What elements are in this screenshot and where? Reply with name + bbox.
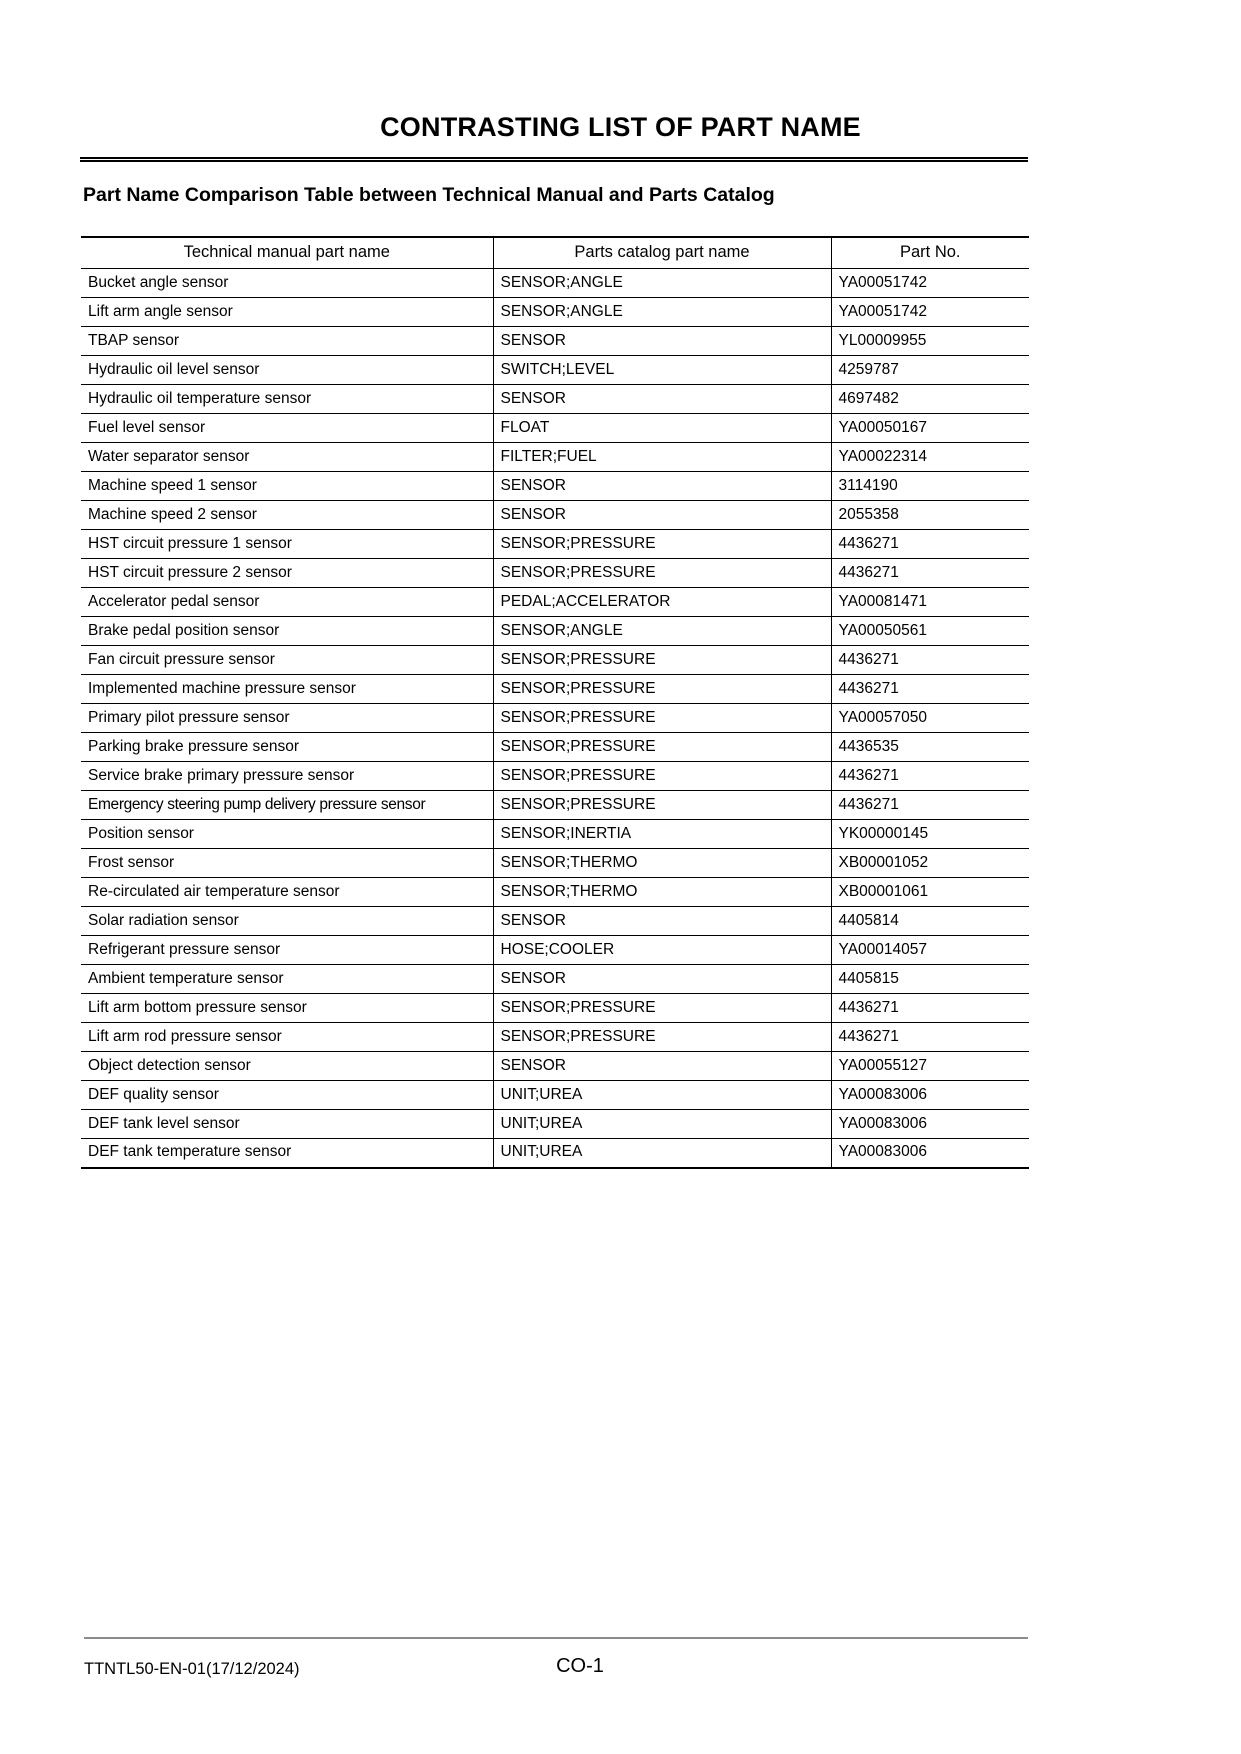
table-body xyxy=(81,269,1029,1168)
cell-parts-catalog-part-name: SENSOR xyxy=(493,472,831,501)
table-row xyxy=(81,269,1029,298)
cell-parts-catalog-part-name: SENSOR xyxy=(493,907,831,936)
cell-parts-catalog-part-name: SENSOR;PRESSURE xyxy=(493,646,831,675)
table-row xyxy=(81,936,1029,965)
cell-parts-catalog-part-name: SENSOR;ANGLE xyxy=(493,298,831,327)
cell-parts-catalog-part-name: SENSOR;PRESSURE xyxy=(493,1023,831,1052)
table-row xyxy=(81,849,1029,878)
cell-technical-manual-part-name: Fan circuit pressure sensor xyxy=(81,646,493,675)
footer-document-code: TTNTL50-EN-01(17/12/2024) xyxy=(84,1660,300,1678)
column-header-technical-manual-part-name: Technical manual part name xyxy=(81,237,493,269)
cell-part-no: 4436535 xyxy=(831,733,1029,762)
cell-parts-catalog-part-name: SENSOR;THERMO xyxy=(493,849,831,878)
cell-part-no: 4697482 xyxy=(831,385,1029,414)
table-row xyxy=(81,1023,1029,1052)
cell-part-no: YA00057050 xyxy=(831,704,1029,733)
cell-parts-catalog-part-name: HOSE;COOLER xyxy=(493,936,831,965)
cell-technical-manual-part-name: Frost sensor xyxy=(81,849,493,878)
cell-parts-catalog-part-name: SENSOR xyxy=(493,501,831,530)
table-row xyxy=(81,704,1029,733)
cell-technical-manual-part-name: HST circuit pressure 2 sensor xyxy=(81,559,493,588)
cell-technical-manual-part-name: HST circuit pressure 1 sensor xyxy=(81,530,493,559)
cell-parts-catalog-part-name: SENSOR xyxy=(493,1052,831,1081)
cell-technical-manual-part-name: Bucket angle sensor xyxy=(81,269,493,298)
cell-part-no: YA00050561 xyxy=(831,617,1029,646)
table-row xyxy=(81,733,1029,762)
footer-divider xyxy=(84,1637,1028,1639)
cell-technical-manual-part-name: Accelerator pedal sensor xyxy=(81,588,493,617)
cell-technical-manual-part-name: Primary pilot pressure sensor xyxy=(81,704,493,733)
table-row xyxy=(81,1052,1029,1081)
cell-technical-manual-part-name: Position sensor xyxy=(81,820,493,849)
table-row xyxy=(81,878,1029,907)
cell-technical-manual-part-name: Object detection sensor xyxy=(81,1052,493,1081)
table-row xyxy=(81,414,1029,443)
table-row xyxy=(81,588,1029,617)
cell-technical-manual-part-name: DEF tank level sensor xyxy=(81,1110,493,1139)
cell-parts-catalog-part-name: SENSOR;PRESSURE xyxy=(493,559,831,588)
cell-part-no: 4436271 xyxy=(831,994,1029,1023)
cell-parts-catalog-part-name: UNIT;UREA xyxy=(493,1110,831,1139)
cell-parts-catalog-part-name: SENSOR;PRESSURE xyxy=(493,762,831,791)
table-row xyxy=(81,1110,1029,1139)
cell-part-no: YA00083006 xyxy=(831,1081,1029,1110)
table-row xyxy=(81,298,1029,327)
cell-parts-catalog-part-name: SENSOR xyxy=(493,385,831,414)
table-row xyxy=(81,820,1029,849)
cell-part-no: YL00009955 xyxy=(831,327,1029,356)
cell-technical-manual-part-name: Lift arm angle sensor xyxy=(81,298,493,327)
cell-parts-catalog-part-name: SENSOR;INERTIA xyxy=(493,820,831,849)
cell-parts-catalog-part-name: SENSOR;PRESSURE xyxy=(493,733,831,762)
cell-part-no: YA00081471 xyxy=(831,588,1029,617)
cell-part-no: YA00022314 xyxy=(831,443,1029,472)
table-row xyxy=(81,530,1029,559)
cell-technical-manual-part-name: Lift arm bottom pressure sensor xyxy=(81,994,493,1023)
table-row xyxy=(81,1139,1029,1168)
table-row xyxy=(81,994,1029,1023)
page-title: CONTRASTING LIST OF PART NAME xyxy=(380,112,861,142)
cell-parts-catalog-part-name: SENSOR;ANGLE xyxy=(493,269,831,298)
cell-parts-catalog-part-name: SENSOR;PRESSURE xyxy=(493,530,831,559)
cell-technical-manual-part-name: Refrigerant pressure sensor xyxy=(81,936,493,965)
cell-part-no: 4405814 xyxy=(831,907,1029,936)
cell-part-no: YA00050167 xyxy=(831,414,1029,443)
table-row xyxy=(81,443,1029,472)
cell-parts-catalog-part-name: FILTER;FUEL xyxy=(493,443,831,472)
cell-technical-manual-part-name: Re-circulated air temperature sensor xyxy=(81,878,493,907)
cell-part-no: 4436271 xyxy=(831,646,1029,675)
section-subtitle: Part Name Comparison Table between Technical Manual and Parts Catalog xyxy=(83,184,775,206)
title-divider xyxy=(80,157,1028,162)
cell-part-no: YA00051742 xyxy=(831,269,1029,298)
cell-technical-manual-part-name: Brake pedal position sensor xyxy=(81,617,493,646)
column-header-part-no: Part No. xyxy=(831,237,1029,269)
cell-parts-catalog-part-name: SENSOR xyxy=(493,965,831,994)
column-header-parts-catalog-part-name: Parts catalog part name xyxy=(493,237,831,269)
table-row xyxy=(81,472,1029,501)
table-row xyxy=(81,501,1029,530)
cell-part-no: 4436271 xyxy=(831,791,1029,820)
cell-part-no: YK00000145 xyxy=(831,820,1029,849)
cell-technical-manual-part-name: Lift arm rod pressure sensor xyxy=(81,1023,493,1052)
cell-parts-catalog-part-name: UNIT;UREA xyxy=(493,1139,831,1168)
cell-part-no: 4436271 xyxy=(831,675,1029,704)
cell-technical-manual-part-name: Emergency steering pump delivery pressure sensor xyxy=(81,791,493,820)
cell-part-no: YA00014057 xyxy=(831,936,1029,965)
cell-parts-catalog-part-name: SENSOR;PRESSURE xyxy=(493,994,831,1023)
cell-part-no: YA00055127 xyxy=(831,1052,1029,1081)
cell-part-no: 4436271 xyxy=(831,530,1029,559)
cell-parts-catalog-part-name: PEDAL;ACCELERATOR xyxy=(493,588,831,617)
cell-parts-catalog-part-name: UNIT;UREA xyxy=(493,1081,831,1110)
table-header-row xyxy=(81,237,1029,269)
cell-parts-catalog-part-name: SENSOR;ANGLE xyxy=(493,617,831,646)
cell-technical-manual-part-name: TBAP sensor xyxy=(81,327,493,356)
table-row xyxy=(81,1081,1029,1110)
cell-part-no: YA00083006 xyxy=(831,1139,1029,1168)
cell-part-no: YA00083006 xyxy=(831,1110,1029,1139)
cell-part-no: 4436271 xyxy=(831,559,1029,588)
table-row xyxy=(81,617,1029,646)
cell-parts-catalog-part-name: SENSOR;PRESSURE xyxy=(493,791,831,820)
cell-parts-catalog-part-name: SWITCH;LEVEL xyxy=(493,356,831,385)
cell-technical-manual-part-name: Implemented machine pressure sensor xyxy=(81,675,493,704)
table-row xyxy=(81,356,1029,385)
table-row xyxy=(81,385,1029,414)
cell-part-no: XB00001061 xyxy=(831,878,1029,907)
cell-technical-manual-part-name: Machine speed 2 sensor xyxy=(81,501,493,530)
cell-part-no: 4405815 xyxy=(831,965,1029,994)
table-row xyxy=(81,762,1029,791)
cell-part-no: XB00001052 xyxy=(831,849,1029,878)
cell-parts-catalog-part-name: SENSOR;PRESSURE xyxy=(493,675,831,704)
table-row xyxy=(81,646,1029,675)
cell-part-no: YA00051742 xyxy=(831,298,1029,327)
cell-part-no: 3114190 xyxy=(831,472,1029,501)
table-row xyxy=(81,791,1029,820)
cell-part-no: 4436271 xyxy=(831,762,1029,791)
cell-technical-manual-part-name: Ambient temperature sensor xyxy=(81,965,493,994)
cell-technical-manual-part-name: Machine speed 1 sensor xyxy=(81,472,493,501)
cell-technical-manual-part-name: Water separator sensor xyxy=(81,443,493,472)
table-row xyxy=(81,965,1029,994)
cell-part-no: 4436271 xyxy=(831,1023,1029,1052)
cell-parts-catalog-part-name: SENSOR;THERMO xyxy=(493,878,831,907)
cell-technical-manual-part-name: DEF quality sensor xyxy=(81,1081,493,1110)
table-row xyxy=(81,907,1029,936)
cell-technical-manual-part-name: Hydraulic oil level sensor xyxy=(81,356,493,385)
table-row xyxy=(81,675,1029,704)
cell-technical-manual-part-name: DEF tank temperature sensor xyxy=(81,1139,493,1168)
cell-part-no: 2055358 xyxy=(831,501,1029,530)
cell-technical-manual-part-name: Solar radiation sensor xyxy=(81,907,493,936)
cell-technical-manual-part-name: Hydraulic oil temperature sensor xyxy=(81,385,493,414)
table-header xyxy=(81,237,1029,269)
parts-comparison-table xyxy=(81,236,1029,1169)
cell-technical-manual-part-name: Parking brake pressure sensor xyxy=(81,733,493,762)
parts-comparison-table-wrapper xyxy=(81,236,1029,1169)
footer-page-number: CO-1 xyxy=(556,1655,604,1677)
cell-technical-manual-part-name: Fuel level sensor xyxy=(81,414,493,443)
cell-parts-catalog-part-name: SENSOR xyxy=(493,327,831,356)
table-row xyxy=(81,327,1029,356)
cell-technical-manual-part-name: Service brake primary pressure sensor xyxy=(81,762,493,791)
cell-parts-catalog-part-name: SENSOR;PRESSURE xyxy=(493,704,831,733)
cell-part-no: 4259787 xyxy=(831,356,1029,385)
table-row xyxy=(81,559,1029,588)
cell-parts-catalog-part-name: FLOAT xyxy=(493,414,831,443)
